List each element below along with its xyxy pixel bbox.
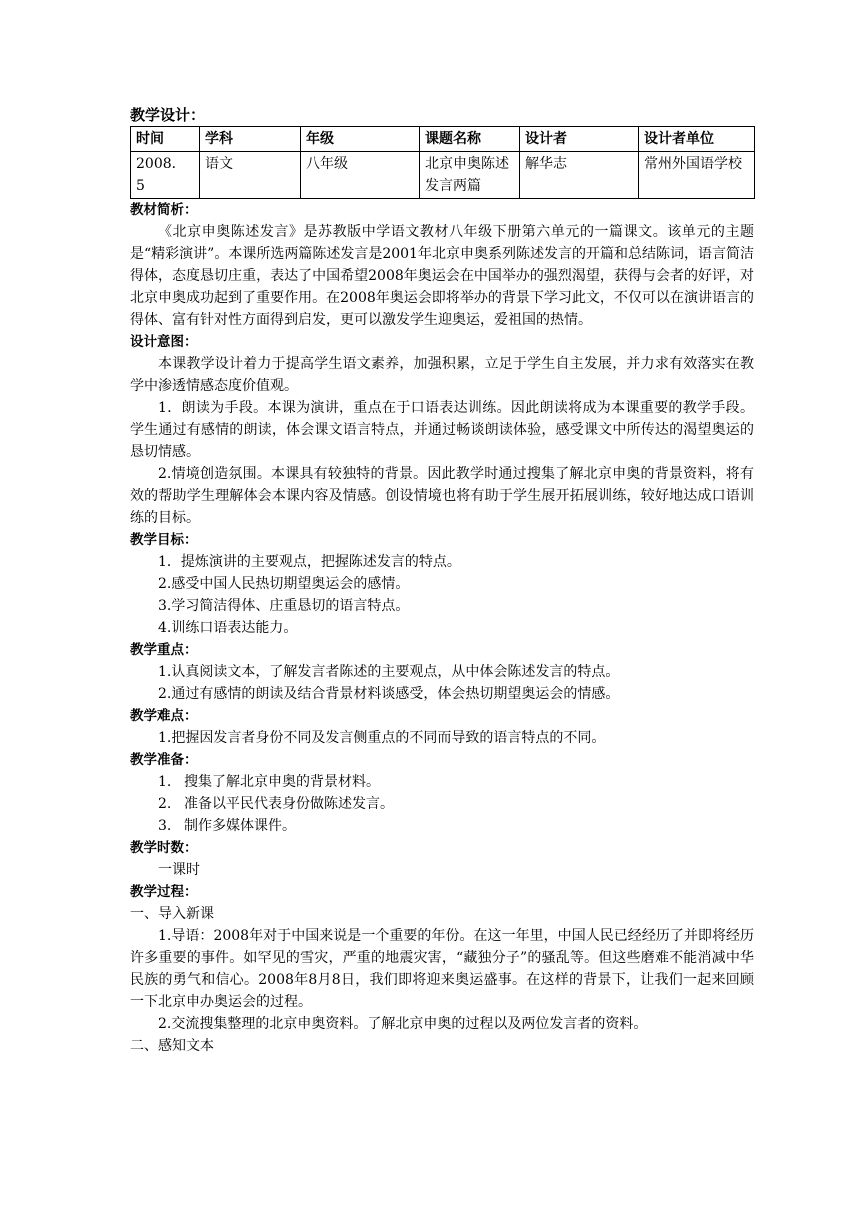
key-point-item: 1.认真阅读文本，了解发言者陈述的主要观点，从中体会陈述发言的特点。 <box>158 664 620 680</box>
doc-title: 教学设计： <box>130 106 206 124</box>
cell-subject: 语文 <box>200 152 301 199</box>
preparation-number: 3. <box>158 818 172 834</box>
step1-paragraph-1: 1.导语：2008年对于中国来说是一个重要的年份。在这一年里，中国人民已经经历了并即将经历许多重要的事件。如罕见的雪灾，严重的地震灾害，“藏独分子”的骚乱等。但这些磨难不能消减中华民族的勇气和信心。2008年8月8日，我们即将迎来奥运盛事。在这样的背景下，让我们一起来回顾一下北京申办奥运会的过程。 <box>130 928 754 1010</box>
goal-item: 4.训练口语表达能力。 <box>158 620 298 636</box>
goals-heading: 教学目标： <box>130 532 198 548</box>
preparation-text: 准备以平民代表身份做陈述发言。 <box>184 796 394 812</box>
info-table <box>130 126 755 199</box>
intent-paragraph-1: 本课教学设计着力于提高学生语文素养，加强积累，立足于学生自主发展，并力求有效落实在教学中渗透情感态度价值观。 <box>130 356 754 394</box>
intent-heading: 设计意图： <box>130 334 198 350</box>
preparation-heading: 教学准备： <box>130 752 198 768</box>
header-topic: 课题名称 <box>420 127 520 152</box>
intent-paragraph-2: 1．朗读为手段。本课为演讲，重点在于口语表达训练。因此朗读将成为本课重要的教学手段。学生通过有感情的朗读，体会课文语言特点，并通过畅谈朗读体验，感受课文中所传达的渴望奥运的恳切情感。 <box>130 400 754 460</box>
goal-item: 2.感受中国人民热切期望奥运会的感情。 <box>158 576 410 592</box>
cell-topic: 北京申奥陈述发言两篇 <box>420 152 520 199</box>
info-table-header-row <box>131 127 755 152</box>
analysis-paragraph: 《北京申奥陈述发言》是苏教版中学语文教材八年级下册第六单元的一篇课文。该单元的主题是“精彩演讲”。本课所选两篇陈述发言是2001年北京申奥系列陈述发言的开篇和总结陈词，语言简洁得体，态度恳切庄重，表达了中国希望2008年奥运会在中国举办的强烈渴望，获得与会者的好评，对北京申奥成功起到了重要作用。在2008年奥运会即将举办的背景下学习此文，不仅可以在演讲语言的得体、富有针对性方面得到启发，更可以激发学生迎奥运，爱祖国的热情。 <box>130 224 754 328</box>
analysis-heading: 教材简析： <box>130 202 198 218</box>
cell-designer-unit: 常州外国语学校 <box>639 152 755 199</box>
step1-heading: 一、导入新课 <box>130 906 214 922</box>
hours-heading: 教学时数： <box>130 840 198 856</box>
preparation-text: 制作多媒体课件。 <box>184 818 296 834</box>
info-table-row <box>131 152 755 199</box>
step1-paragraph-2: 2.交流搜集整理的北京申奥资料。了解北京申奥的过程以及两位发言者的资料。 <box>158 1016 648 1032</box>
difficulty-heading: 教学难点： <box>130 708 198 724</box>
header-designer-unit: 设计者单位 <box>639 127 755 152</box>
intent-paragraph-3: 2.情境创造氛围。本课具有较独特的背景。因此教学时通过搜集了解北京申奥的背景资料，将有效的帮助学生理解体会本课内容及情感。创设情境也将有助于学生展开拓展训练，较好地达成口语训练的目标。 <box>130 466 754 526</box>
key-points-heading: 教学重点： <box>130 642 198 658</box>
goal-item: 1．提炼演讲的主要观点，把握陈述发言的特点。 <box>158 554 461 570</box>
hours-text: 一课时 <box>158 862 200 878</box>
header-subject: 学科 <box>200 127 301 152</box>
cell-time: 2008．5 <box>131 152 200 199</box>
cell-grade: 八年级 <box>301 152 420 199</box>
preparation-number: 2. <box>158 796 172 812</box>
document-page <box>130 104 754 1057</box>
step2-heading: 二、感知文本 <box>130 1038 214 1054</box>
preparation-item <box>130 771 754 793</box>
preparation-number: 1. <box>158 774 172 790</box>
preparation-text: 搜集了解北京申奥的背景材料。 <box>184 774 380 790</box>
preparation-item <box>130 815 754 837</box>
cell-designer: 解华志 <box>520 152 639 199</box>
header-designer: 设计者 <box>520 127 639 152</box>
preparation-item <box>130 793 754 815</box>
difficulty-item: 1.把握因发言者身份不同及发言侧重点的不同而导致的语言特点的不同。 <box>158 730 606 746</box>
header-time: 时间 <box>131 127 200 152</box>
goal-item: 3.学习简洁得体、庄重恳切的语言特点。 <box>158 598 410 614</box>
header-grade: 年级 <box>301 127 420 152</box>
key-point-item: 2.通过有感情的朗读及结合背景材料谈感受，体会热切期望奥运会的情感。 <box>158 686 620 702</box>
process-heading: 教学过程： <box>130 884 198 900</box>
